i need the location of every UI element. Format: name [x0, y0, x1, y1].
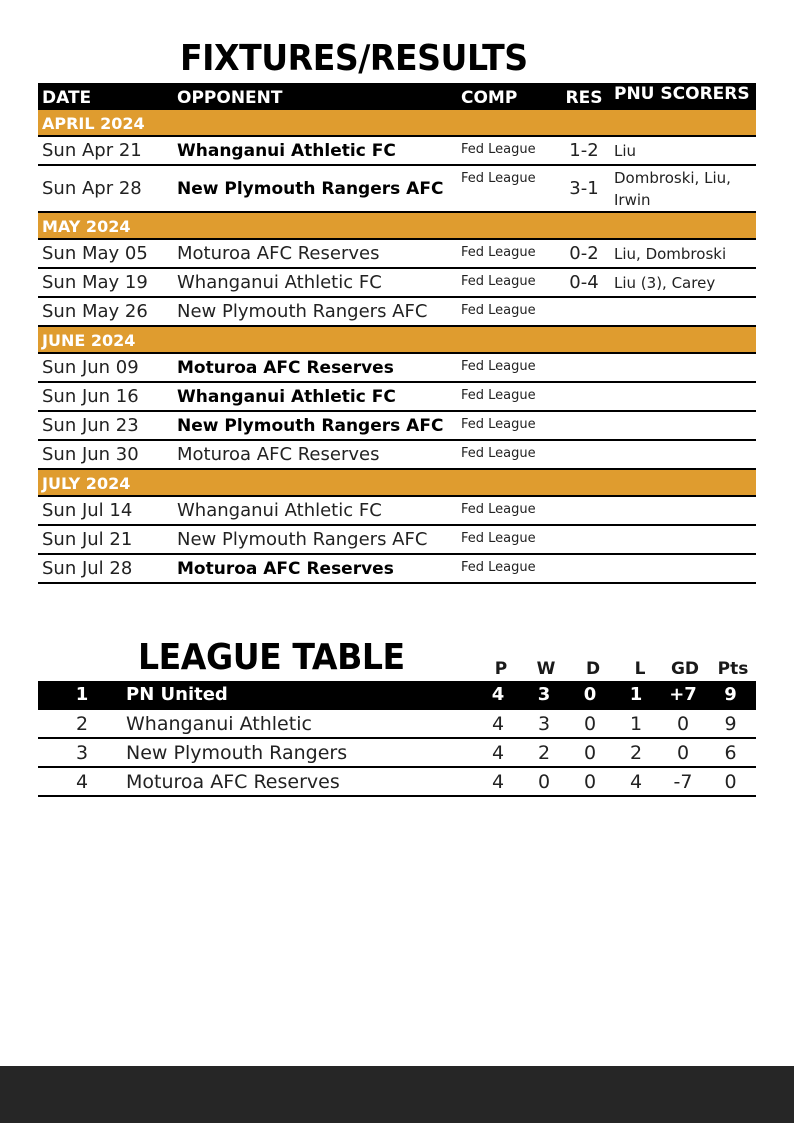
- fixture-opponent: New Plymouth Rangers AFC: [177, 529, 428, 550]
- fixture-row: [38, 240, 756, 269]
- fixture-comp: Fed League: [461, 245, 536, 260]
- league-table-title: LEAGUE TABLE: [138, 637, 405, 678]
- fixture-opponent: Whanganui Athletic FC: [177, 500, 382, 521]
- league-won: 3: [537, 712, 551, 735]
- header-played: P: [494, 659, 508, 679]
- league-points: 6: [724, 741, 737, 764]
- fixture-row: [38, 441, 756, 470]
- fixture-result: 0-4: [569, 272, 599, 293]
- header-drawn: D: [585, 659, 601, 679]
- header-opponent: OPPONENT: [177, 88, 283, 108]
- fixture-comp: Fed League: [461, 303, 536, 318]
- league-goal-difference: 0: [676, 741, 690, 764]
- fixture-date: Sun May 26: [42, 301, 148, 322]
- fixture-scorers: Liu: [614, 141, 637, 160]
- header-res: RES: [565, 88, 603, 108]
- fixture-result: 3-1: [569, 178, 599, 199]
- league-team: Whanganui Athletic: [126, 712, 312, 735]
- fixtures-title: FIXTURES/RESULTS: [180, 38, 528, 79]
- fixture-opponent: Whanganui Athletic FC: [177, 272, 382, 293]
- fixture-result: 1-2: [569, 140, 599, 161]
- league-drawn: 0: [583, 770, 597, 793]
- league-lost: 1: [629, 712, 643, 735]
- fixture-scorers: Liu (3), Carey: [614, 273, 716, 292]
- fixture-date: Sun May 19: [42, 272, 148, 293]
- fixture-date: Sun Jun 16: [42, 386, 139, 407]
- fixture-row: [38, 269, 756, 298]
- header-date: DATE: [42, 88, 92, 108]
- header-points: Pts: [717, 659, 749, 679]
- fixture-date: Sun Jul 21: [42, 529, 133, 550]
- league-lost: 1: [629, 684, 643, 705]
- fixture-comp: Fed League: [461, 502, 536, 517]
- league-won: 3: [537, 684, 551, 705]
- league-row: [38, 739, 756, 768]
- league-drawn: 0: [583, 712, 597, 735]
- fixture-row: [38, 383, 756, 412]
- fixture-opponent: Whanganui Athletic FC: [177, 140, 396, 161]
- fixtures-header-row: [38, 83, 756, 110]
- league-team: Moturoa AFC Reserves: [126, 770, 340, 793]
- fixture-comp: Fed League: [461, 142, 536, 157]
- fixture-opponent: Moturoa AFC Reserves: [177, 243, 380, 264]
- fixture-row: [38, 137, 756, 166]
- league-lost: 4: [629, 770, 643, 793]
- league-row: [38, 681, 756, 710]
- league-won: 0: [537, 770, 551, 793]
- fixture-comp: Fed League: [461, 446, 536, 461]
- fixture-opponent: Whanganui Athletic FC: [177, 386, 396, 407]
- league-team: PN United: [126, 684, 228, 705]
- fixture-comp: Fed League: [461, 560, 536, 575]
- fixture-result: 0-2: [569, 243, 599, 264]
- fixture-date: Sun Jun 23: [42, 415, 139, 436]
- fixtures-table: [38, 83, 756, 584]
- league-goal-difference: -7: [673, 770, 693, 793]
- header-comp: COMP: [461, 88, 518, 108]
- fixture-date: Sun Jun 09: [42, 357, 139, 378]
- fixture-scorers: Liu, Dombroski: [614, 244, 727, 263]
- fixture-date: Sun Apr 21: [42, 140, 142, 161]
- fixture-date: Sun Apr 28: [42, 178, 142, 199]
- header-lost: L: [634, 659, 646, 679]
- league-points: 9: [724, 712, 737, 735]
- fixture-opponent: New Plymouth Rangers AFC: [177, 415, 444, 436]
- fixture-opponent: New Plymouth Rangers AFC: [177, 301, 428, 322]
- league-goal-difference: 0: [676, 712, 690, 735]
- fixture-opponent: Moturoa AFC Reserves: [177, 444, 380, 465]
- fixture-row: [38, 166, 756, 213]
- fixture-row: [38, 354, 756, 383]
- fixture-row: [38, 412, 756, 441]
- fixture-date: Sun Jul 28: [42, 558, 133, 579]
- fixture-comp: Fed League: [461, 531, 536, 546]
- league-points: 0: [724, 770, 737, 793]
- fixture-scorers: Dombroski, Liu, Irwin: [614, 168, 731, 209]
- month-band: MAY 2024: [38, 213, 756, 240]
- fixtures-body: [38, 110, 756, 584]
- league-lost: 2: [629, 741, 643, 764]
- league-row: [38, 710, 756, 739]
- fixture-date: Sun May 05: [42, 243, 148, 264]
- league-team: New Plymouth Rangers: [126, 741, 348, 764]
- month-band: JUNE 2024: [38, 327, 756, 354]
- fixture-opponent: New Plymouth Rangers AFC: [177, 178, 444, 199]
- fixture-comp: Fed League: [461, 359, 536, 374]
- league-played: 4: [491, 684, 505, 705]
- header-goal-difference: GD: [670, 659, 700, 679]
- league-position: 1: [75, 684, 89, 705]
- league-played: 4: [491, 712, 505, 735]
- league-drawn: 0: [583, 741, 597, 764]
- league-points: 9: [724, 684, 737, 705]
- league-goal-difference: +7: [669, 684, 697, 705]
- fixture-comp: Fed League: [461, 171, 536, 186]
- header-scorers: PNU SCORERS: [614, 84, 750, 104]
- league-position: 2: [75, 712, 89, 735]
- league-won: 2: [537, 741, 551, 764]
- fixture-date: Sun Jul 14: [42, 500, 133, 521]
- league-played: 4: [491, 770, 505, 793]
- fixture-opponent: Moturoa AFC Reserves: [177, 558, 394, 579]
- fixture-row: [38, 298, 756, 327]
- fixture-comp: Fed League: [461, 274, 536, 289]
- league-header-row: [38, 659, 756, 681]
- month-band: APRIL 2024: [38, 110, 756, 137]
- footer-bar: [0, 1066, 794, 1123]
- month-band: JULY 2024: [38, 470, 756, 497]
- fixture-date: Sun Jun 30: [42, 444, 139, 465]
- league-position: 3: [75, 741, 89, 764]
- league-position: 4: [75, 770, 89, 793]
- fixture-row: [38, 555, 756, 584]
- header-won: W: [536, 659, 556, 679]
- league-row: [38, 768, 756, 797]
- fixture-opponent: Moturoa AFC Reserves: [177, 357, 394, 378]
- fixture-row: [38, 526, 756, 555]
- fixture-comp: Fed League: [461, 417, 536, 432]
- league-played: 4: [491, 741, 505, 764]
- league-drawn: 0: [583, 684, 597, 705]
- fixture-comp: Fed League: [461, 388, 536, 403]
- league-table: [38, 681, 756, 797]
- fixture-row: [38, 497, 756, 526]
